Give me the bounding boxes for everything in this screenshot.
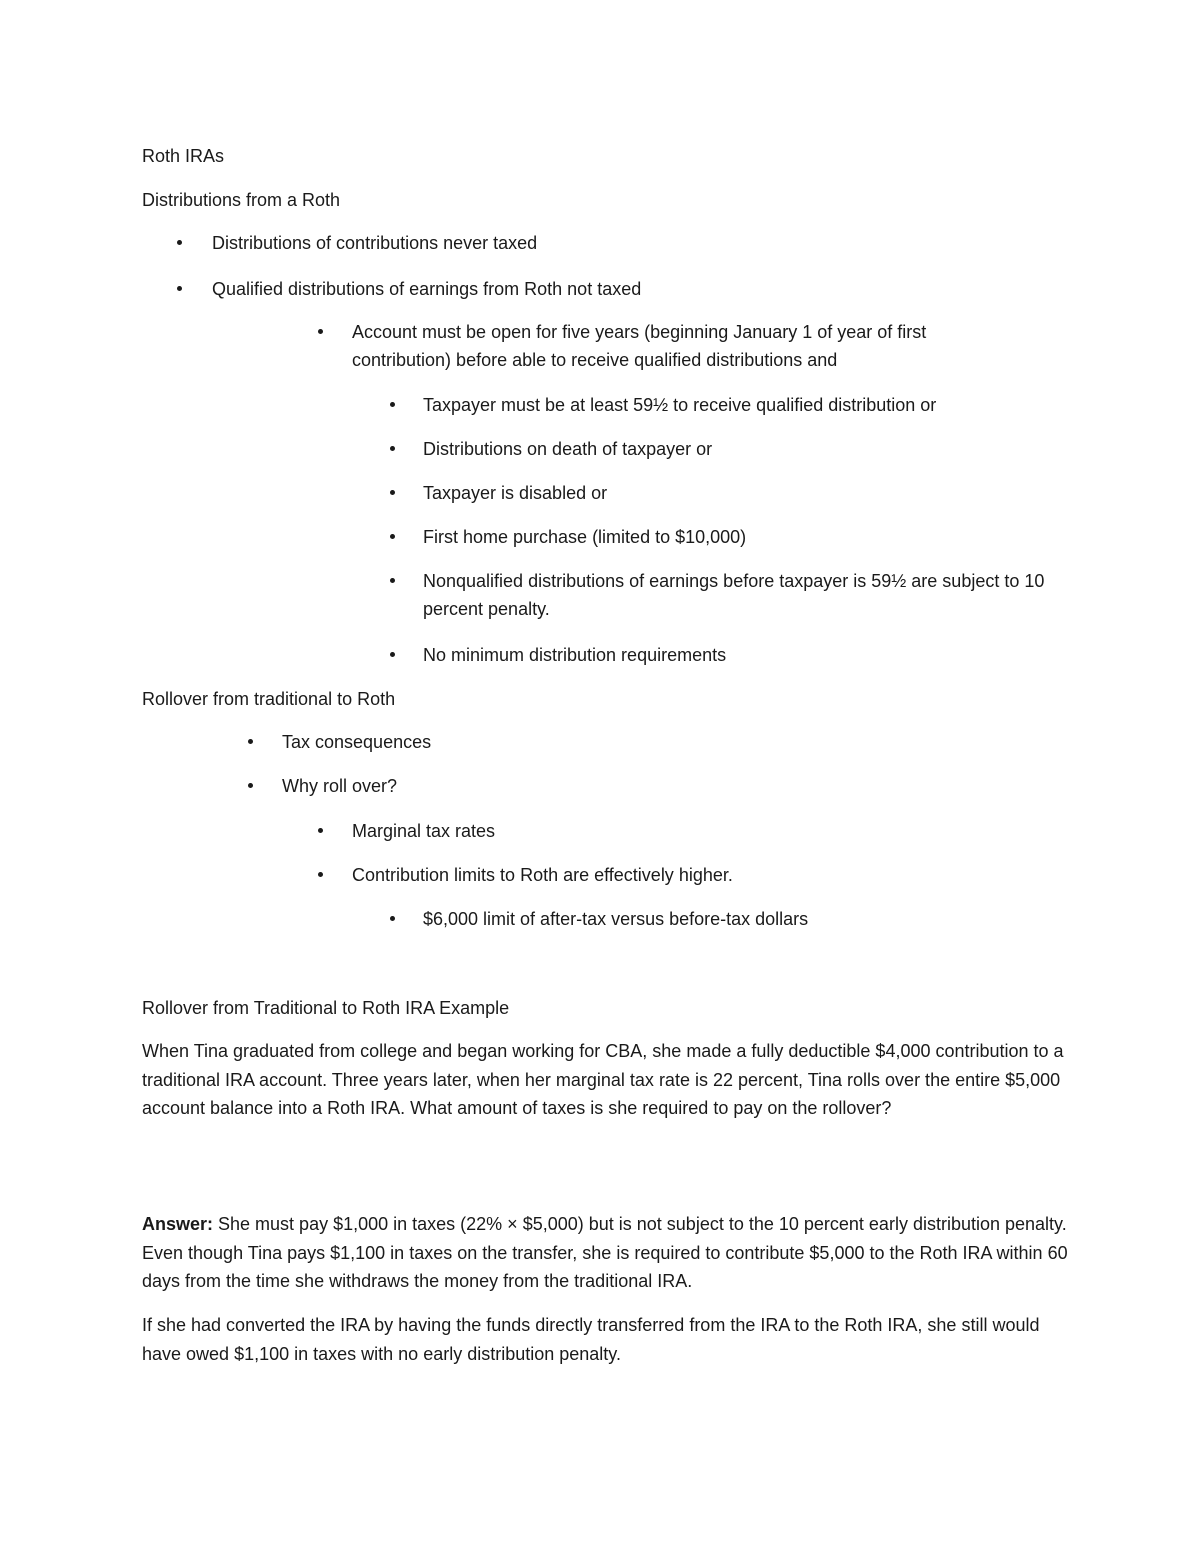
bullet-icon (177, 240, 182, 245)
bullet-icon (390, 446, 395, 451)
example-title: Rollover from Traditional to Roth IRA Example (142, 998, 510, 1018)
list-item: Account must be open for five years (beginning January 1 of year of first contribution) before able to receive qualified distributions and (352, 322, 927, 370)
list-item: Why roll over? (282, 776, 398, 796)
example-followup: If she had converted the IRA by having the funds directly transferred from the IRA to the Roth IRA, she still would have owed $1,100 in taxes with no early distribution penalty. (142, 1315, 1040, 1364)
list-item: Marginal tax rates (352, 821, 496, 841)
list-item: First home purchase (limited to $10,000) (423, 527, 747, 547)
list-item: Contribution limits to Roth are effectively higher. (352, 865, 733, 885)
list-item: Taxpayer is disabled or (423, 483, 608, 503)
list-item: Distributions of contributions never taxed (212, 233, 538, 253)
list-item: $6,000 limit of after-tax versus before-tax dollars (423, 909, 809, 929)
bullet-icon (390, 402, 395, 407)
answer-label: Answer: (142, 1214, 214, 1234)
bullet-icon (390, 652, 395, 657)
answer-text: She must pay $1,000 in taxes (22% × $5,000) but is not subject to the 10 percent early distribution penalty. Even though Tina pays $1,100 in taxes on the transfer, she is required to contribute $5,000 to the Roth IRA within 60 days from the time she withdraws the money from the traditional IRA. (142, 1214, 1068, 1291)
bullet-icon (390, 490, 395, 495)
bullet-icon (390, 534, 395, 539)
list-item: Nonqualified distributions of earnings before taxpayer is 59½ are subject to 10 percent penalty. (423, 571, 1045, 619)
section-title-rollover: Rollover from traditional to Roth (142, 689, 396, 709)
list-item: Qualified distributions of earnings from Roth not taxed (212, 279, 642, 299)
list-item: No minimum distribution requirements (423, 645, 727, 665)
example-question: When Tina graduated from college and began working for CBA, she made a fully deductible $4,000 contribution to a traditional IRA account. Three years later, when her marginal tax rate is 22 percent, Tina rolls over the entire $5,000 account balance into a Roth IRA. What amount of taxes is she required to pay on the rollover? (142, 1041, 1064, 1118)
bullet-icon (248, 783, 253, 788)
bullet-icon (177, 286, 182, 291)
bullet-icon (318, 329, 323, 334)
bullet-icon (318, 828, 323, 833)
list-item: Distributions on death of taxpayer or (423, 439, 713, 459)
section-title-distributions: Distributions from a Roth (142, 190, 341, 210)
bullet-icon (390, 916, 395, 921)
list-item: Taxpayer must be at least 59½ to receive qualified distribution or (423, 395, 937, 415)
document-heading: Roth IRAs (142, 146, 225, 166)
example-answer (142, 1210, 1072, 1296)
bullet-icon (318, 872, 323, 877)
bullet-icon (248, 739, 253, 744)
bullet-icon (390, 578, 395, 583)
list-item: Tax consequences (282, 732, 432, 752)
